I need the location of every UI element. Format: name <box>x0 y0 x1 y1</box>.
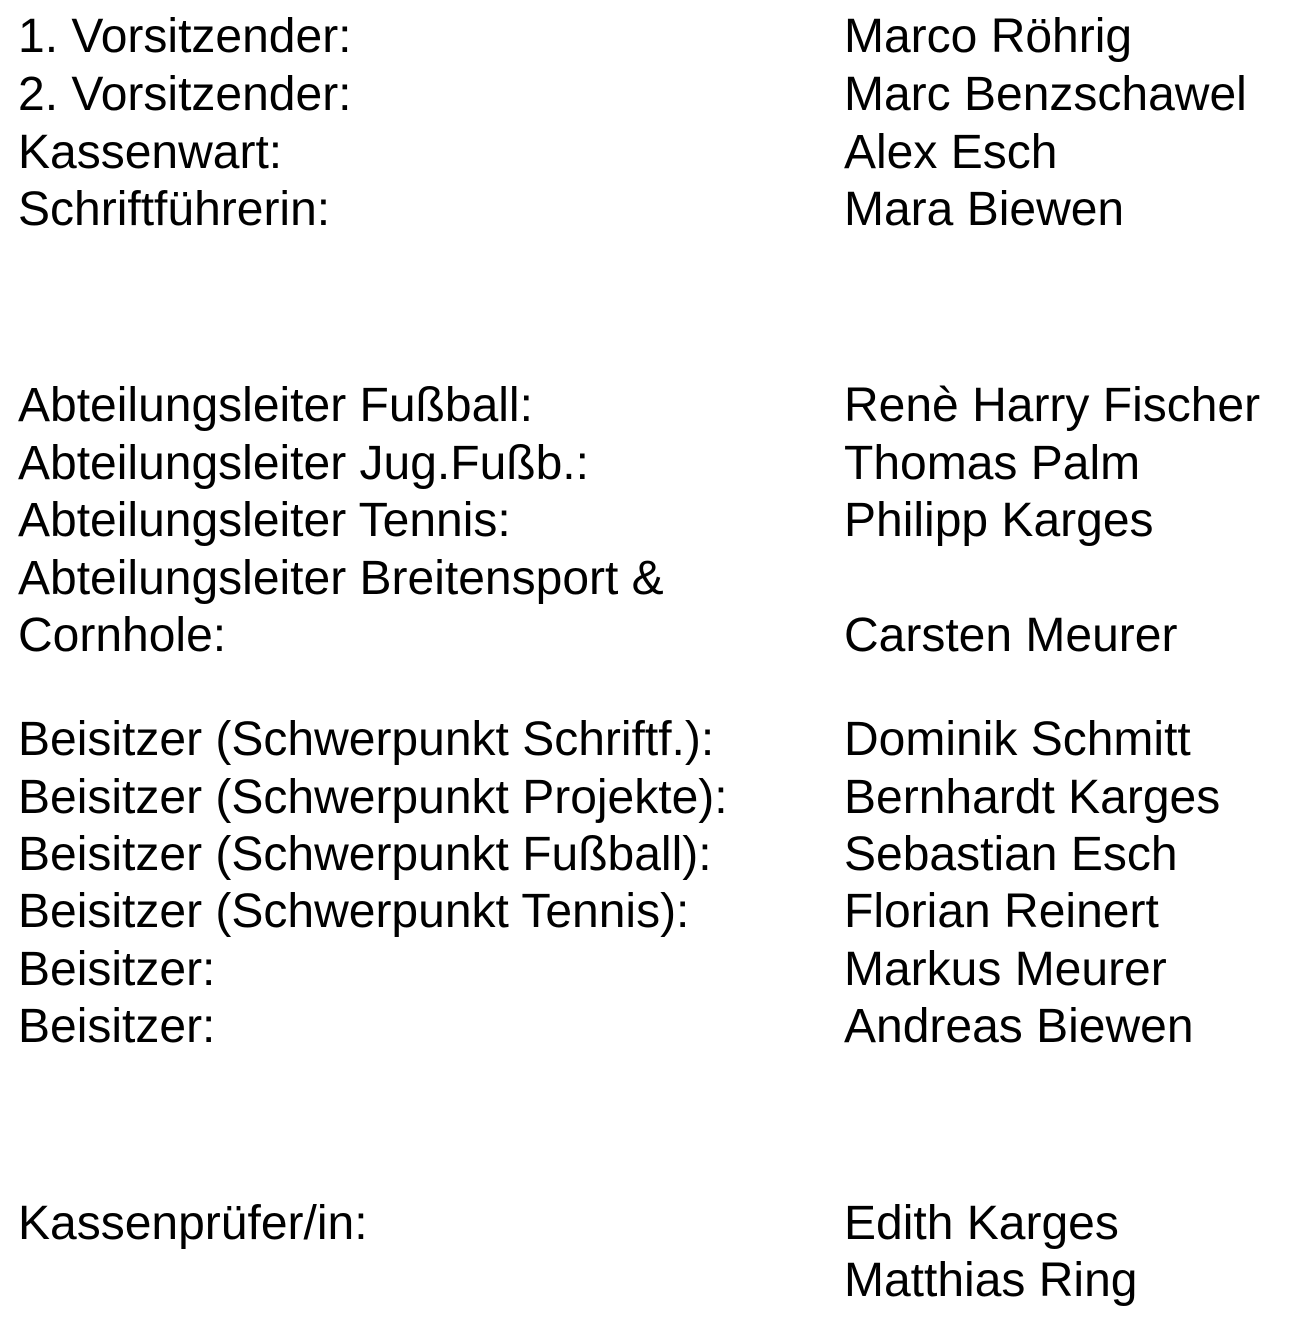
auditor-row <box>0 1195 1290 1253</box>
assessor-row <box>0 769 1290 827</box>
role-label: 1. Vorsitzender: <box>18 10 352 63</box>
role-label: 2. Vorsitzender: <box>18 68 352 121</box>
person-name: Philipp Karges <box>844 494 1154 547</box>
role-label: Abteilungsleiter Breitensport & <box>18 552 664 605</box>
auditor-row <box>0 1252 1290 1310</box>
role-label: Beisitzer: <box>18 1000 216 1053</box>
person-name: Alex Esch <box>844 126 1058 179</box>
assessor-row <box>0 711 1290 769</box>
assessor-row <box>0 998 1290 1056</box>
board-row <box>0 124 1290 182</box>
department-row <box>0 492 1290 550</box>
board-row <box>0 66 1290 124</box>
assessor-row <box>0 883 1290 941</box>
person-name: Andreas Biewen <box>844 1000 1194 1053</box>
person-name: Edith Karges <box>844 1197 1119 1250</box>
role-label: Abteilungsleiter Fußball: <box>18 379 533 432</box>
role-label: Kassenwart: <box>18 126 283 179</box>
board-row <box>0 8 1290 66</box>
person-name: Marc Benzschawel <box>844 68 1247 121</box>
role-label: Schriftführerin: <box>18 183 331 236</box>
assessor-row <box>0 826 1290 884</box>
person-name: Marco Röhrig <box>844 10 1133 63</box>
person-name: Thomas Palm <box>844 437 1141 490</box>
role-label: Abteilungsleiter Tennis: <box>18 494 511 547</box>
department-row <box>0 435 1290 493</box>
person-name: Renè Harry Fischer <box>844 379 1261 432</box>
department-row <box>0 550 1290 608</box>
role-label: Kassenprüfer/in: <box>18 1197 368 1250</box>
role-label: Abteilungsleiter Jug.Fußb.: <box>18 437 589 490</box>
department-row <box>0 377 1290 435</box>
assessor-row <box>0 941 1290 999</box>
person-name: Dominik Schmitt <box>844 713 1191 766</box>
role-label: Beisitzer (Schwerpunkt Schriftf.): <box>18 713 715 766</box>
role-label: Beisitzer (Schwerpunkt Projekte): <box>18 771 728 824</box>
role-label: Cornhole: <box>18 609 227 662</box>
board-row <box>0 181 1290 239</box>
role-label: Beisitzer: <box>18 943 216 996</box>
person-name: Bernhardt Karges <box>844 771 1221 824</box>
department-row <box>0 607 1290 665</box>
role-label: Beisitzer (Schwerpunkt Tennis): <box>18 885 690 938</box>
person-name: Markus Meurer <box>844 943 1167 996</box>
person-name: Carsten Meurer <box>844 609 1178 662</box>
person-name: Matthias Ring <box>844 1254 1138 1307</box>
person-name: Sebastian Esch <box>844 828 1178 881</box>
person-name: Florian Reinert <box>844 885 1159 938</box>
person-name: Mara Biewen <box>844 183 1125 236</box>
role-label: Beisitzer (Schwerpunkt Fußball): <box>18 828 712 881</box>
